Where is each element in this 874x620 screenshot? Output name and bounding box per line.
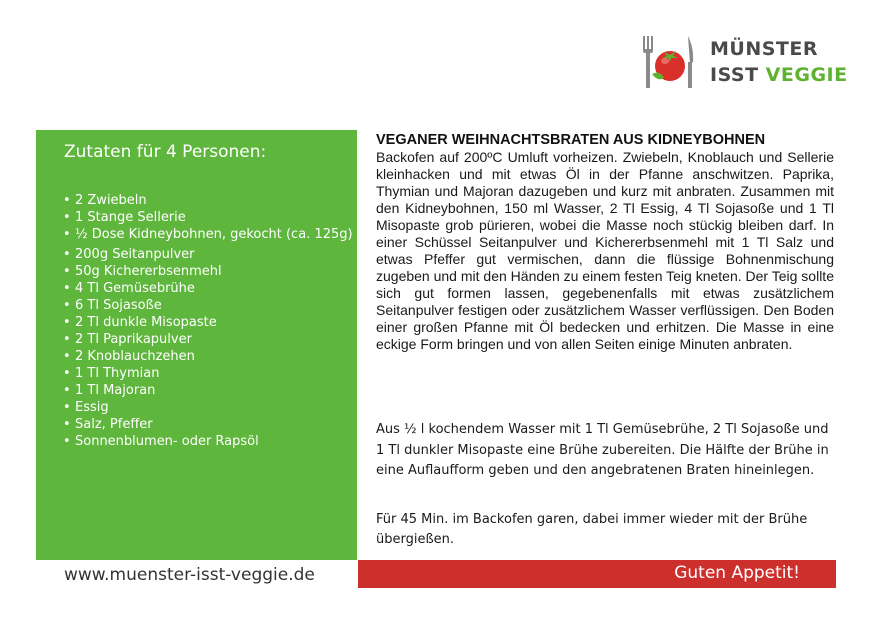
- ingredient-item: • 6 Tl Sojasoße: [63, 297, 353, 314]
- footer-bar: [358, 560, 836, 588]
- recipe-title: VEGANER WEIHNACHTSBRATEN AUS KIDNEYBOHNEN: [376, 132, 766, 148]
- logo-line-2: [710, 62, 848, 88]
- logo-line-1: MÜNSTER: [710, 38, 818, 60]
- recipe-paragraph-1: Backofen auf 200ºC Umluft vorheizen. Zwiebeln, Knoblauch und Sellerie kleinhacken und mit etwas Öl in der Pfanne anschwitzen. Paprika, Thymian und Majoran dazugeben und kurz mit anbraten. Zusammen mit den Kidneybohnen, 150 ml Wasser, 2 Tl Essig, 4 Tl Sojasoße und 1 Tl Misopaste grob pürieren, wobei die Masse noch stückig bleiben darf. In einer Schüssel Seitanpulver und Kichererbsenmehl mit 1 Tl Salz und etwas Pfeffer gut vermischen, dann die flüssige Bohnenmischung zugeben und mit den Händen zu einem festen Teig kneten. Der Teig sollte sich gut formen lassen, gegebenenfalls mit etwas zusätzlichem Seitanpulver festigen oder zusätzlichem Wasser verflüssigen. Den Boden einer großen Pfanne mit Öl bedecken und erhitzen. Die Masse in eine eckige Form bringen und von allen Seiten einige Minuten anbraten.: [376, 149, 834, 352]
- ingredient-item: • 1 Stange Sellerie: [63, 209, 353, 226]
- ingredient-item: • ½ Dose Kidneybohnen, gekocht (ca. 125g): [63, 226, 353, 243]
- ingredients-title: Zutaten für 4 Personen:: [64, 142, 267, 162]
- ingredient-item: • 2 Tl Paprikapulver: [63, 331, 353, 348]
- recipe-paragraph-3: Für 45 Min. im Backofen garen, dabei immer wieder mit der Brühe übergießen.: [376, 512, 808, 547]
- ingredient-item: • Sonnenblumen- oder Rapsöl: [63, 433, 353, 450]
- ingredients-panel: [36, 130, 357, 560]
- ingredient-item: • Salz, Pfeffer: [63, 416, 353, 433]
- logo-wordmark: [710, 36, 848, 88]
- ingredient-item: • 200g Seitanpulver: [63, 246, 353, 263]
- ingredient-item: • 2 Knoblauchzehen: [63, 348, 353, 365]
- ingredient-item: • Essig: [63, 399, 353, 416]
- ingredient-item: • 2 Tl dunkle Misopaste: [63, 314, 353, 331]
- website-url: www.muenster-isst-veggie.de: [64, 565, 315, 585]
- ingredient-item: • 1 Tl Thymian: [63, 365, 353, 382]
- ingredient-item: • 2 Zwiebeln: [63, 192, 353, 209]
- recipe-paragraph-2: Aus ½ l kochendem Wasser mit 1 Tl Gemüsebrühe, 2 Tl Sojasoße und 1 Tl dunkler Misopaste eine Brühe zubereiten. Die Hälfte der Brühe in eine Auflaufform geben und den angebratenen Braten hineinlegen.: [376, 422, 829, 478]
- ingredient-item: • 4 Tl Gemüsebrühe: [63, 280, 353, 297]
- ingredient-item: • 1 Tl Majoran: [63, 382, 353, 399]
- recipe-section: [376, 132, 834, 353]
- logo-line-2-b: VEGGIE: [765, 64, 848, 86]
- ingredient-item: • 50g Kichererbsenmehl: [63, 263, 353, 280]
- ingredients-list: [63, 192, 353, 450]
- closing-text: Guten Appetit!: [674, 563, 800, 583]
- logo: [638, 34, 848, 92]
- fork-tomato-knife-icon: [638, 34, 696, 92]
- logo-line-2-a: ISST: [710, 64, 766, 86]
